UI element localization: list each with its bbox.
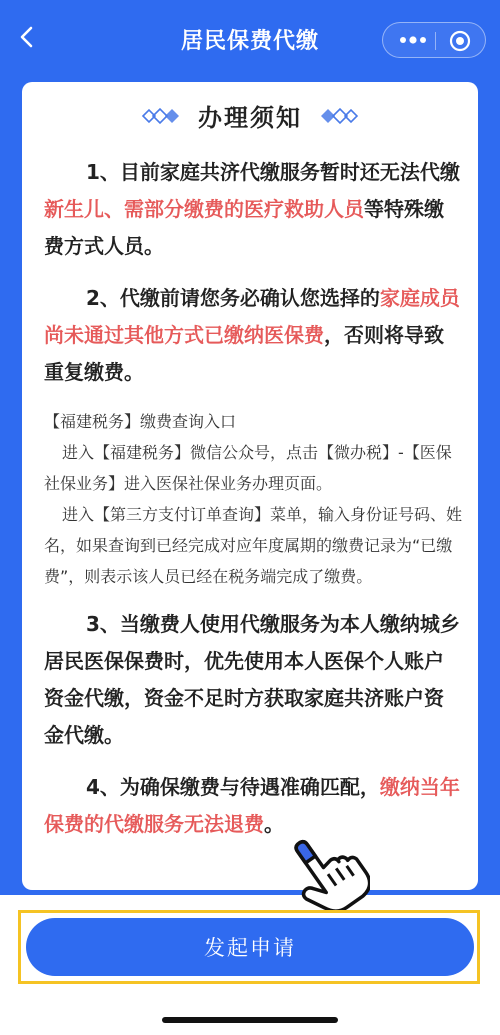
right-diamond-decoration-icon (319, 106, 359, 126)
notice-item-4-suffix: 。 (264, 812, 284, 836)
notice-card (22, 82, 478, 890)
notice-item-4-highlight-tail: 无法退费 (184, 812, 264, 836)
notice-item-1-suffix: 等特殊缴费方式人员。 (44, 197, 444, 258)
notice-item-1-text: 1、目前家庭共济代缴服务暂时还无法代缴 (86, 160, 460, 184)
left-diamond-decoration-icon (141, 106, 181, 126)
notice-item-2-suffix: ，否则将导致重复缴费。 (44, 323, 444, 384)
page-title: 居民保费代缴 (180, 29, 319, 54)
navigation-bar (0, 0, 500, 80)
notice-item-4-text: 4、为确保缴费与待遇 (86, 775, 280, 799)
capsule-divider (435, 32, 436, 50)
submit-application-button[interactable]: 发起申请 (26, 918, 474, 976)
more-dots-icon[interactable] (397, 31, 429, 49)
notice-item-3: 3、当缴费人使用代缴服务为本人缴纳城乡居民医保保费时，优先使用本人医保个人账户资金代缴，资金不足时方获取家庭共济账户资金代缴。 (44, 612, 460, 747)
notice-item-2 (44, 280, 462, 391)
notice-body (44, 154, 462, 858)
notice-item-4-mid: 准确 (279, 775, 320, 799)
notice-title: 办理须知 (198, 104, 302, 132)
target-close-icon[interactable] (449, 30, 471, 52)
notice-item-4-highlight: 缴纳当年保费的代缴服务 (44, 775, 460, 836)
pointing-hand-icon (280, 830, 370, 920)
notice-item-4 (44, 769, 462, 843)
query-step-2: 进入【第三方支付订单查询】菜单，输入身份证号码、姓名，如果查询到已经完成对应年度属期的缴费记录为“已缴费”，则表示该人员已经在税务端完成了缴费。 (44, 505, 463, 586)
notice-item-4-text-2: 匹配， (319, 775, 380, 799)
mini-program-capsule (382, 22, 486, 58)
notice-header (22, 98, 478, 138)
home-indicator[interactable] (162, 1017, 338, 1023)
notice-item-2-highlight: 家庭成员尚未通过其他方式已缴纳医保费 (44, 286, 460, 347)
notice-item-1 (44, 154, 462, 265)
query-step-1: 进入【福建税务】微信公众号，点击【微办税】-【医保社保业务】进入医保社保业务办理页面。 (44, 443, 452, 493)
notice-item-2-text: 2、代缴前请您务必确认您选择的 (86, 286, 380, 310)
notice-item-1-highlight: 新生儿、需部分缴费的医疗救助人员 (44, 197, 364, 221)
query-entry-title: 【福建税务】缴费查询入口 (44, 412, 237, 431)
